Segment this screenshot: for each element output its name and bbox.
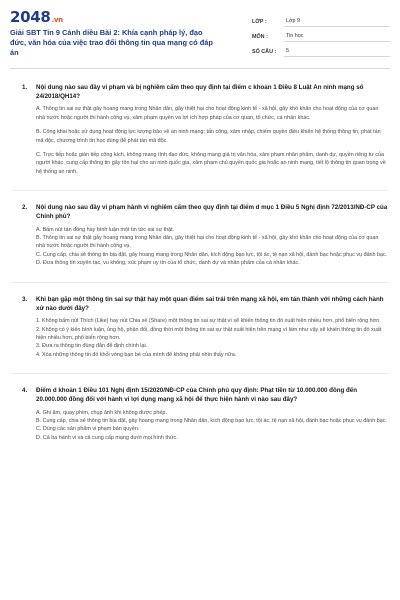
info-row-count (252, 44, 390, 59)
question-number: 3. (22, 295, 28, 303)
question-body (36, 295, 388, 359)
info-value: 5 (284, 46, 390, 57)
question-text: Khi bạn gặp một thông tin sai sự thật hay một quan điểm sai trái trên mạng xã hội, em tán thành với những cách hành xử nào dưới đây? (36, 295, 384, 312)
info-box (252, 14, 390, 59)
answer-option: C. Cung cấp, chia sẻ thông tin bịa đặt, gây hoang mang trong Nhân dân, kích động bạo lực, tội ác, tệ nạn xã hội, đánh bạc hoặc phục vụ đánh bạc. (36, 251, 388, 258)
question-3 (12, 295, 388, 359)
question-body (36, 203, 388, 267)
answer-option: 3. Đưa ra thông tin đúng đắn để định chính lại. (36, 343, 148, 350)
answer-option: B. Công khai hoặc sử dụng hoạt động lực lượng bảo vệ an ninh mạng; tấn công, xâm nhập, chiếm quyền điều khiển hệ thống thông tin, phát tán mã độc, chương trình tin học dùng để phát tán mã độc. (36, 129, 381, 144)
info-value: Tin học (284, 31, 390, 42)
answer-option: D. Cả ba hành vi và cả cung cấp mạng dưới mọi hình thức. (36, 434, 178, 441)
answer-option: C. Dùng các sản phẩm vi phạm bản quyền. (36, 426, 140, 433)
info-row-class (252, 14, 390, 29)
question-text: Điểm d khoản 1 Điều 101 Nghị định 15/2020/NĐ-CP của Chính phủ quy định: Phạt tiền từ 10.000.000 đồng đến 20.000.000 đồng đối với hành vi lợi dụng mạng xã hội để thực hiện hành vi nào sau đây? (36, 387, 358, 404)
question-text: Nội dung nào sau đây vi phạm và bị nghiêm cấm theo quy định tại điểm c khoản 1 Điều 8 Luật An ninh mạng số 24/2018/QH14? (36, 84, 364, 101)
page-title: Giải SBT Tin 9 Cánh diều Bài 2: Khía cạnh pháp lý, đạo đức, văn hóa của việc trao đổi thông tin qua mạng có đáp án (10, 28, 213, 57)
question-list (0, 69, 400, 442)
info-value: Lớp 9 (284, 16, 390, 27)
answer-option: A. Bấm nút tán đồng hay bình luận một tin tức sai sự thật. (36, 226, 175, 233)
info-label: SỐ CÂU : (252, 48, 277, 55)
question-1 (12, 83, 388, 176)
answer-option: A. Ghi âm, quay phim, chụp ảnh khi không được phép. (36, 409, 167, 416)
question-number: 1. (22, 84, 28, 91)
page-header (0, 0, 400, 62)
answer-option: A. Thông tin sai sự thật gây hoang mang trong Nhân dân, gây thiệt hại cho hoạt động kinh tế - xã hội, gây khó khăn cho hoạt động của cơ quan nhà nước hoặc người thi hành công vụ, xâm phạm quyền và lợi ích hợp pháp của cơ quan, tổ chức, cá nhân khác. (36, 106, 379, 121)
question-2 (12, 203, 388, 267)
question-body (36, 386, 388, 442)
question-4 (12, 386, 388, 442)
logo-suffix: .vn (51, 16, 63, 24)
question-body (36, 83, 388, 176)
answer-option: D. Đưa thông tin xuyên tạc, vu khống, xúc phạm uy tín của tổ chức, danh dự và nhân phẩm của cá nhân khác. (36, 260, 300, 267)
question-divider (12, 190, 388, 191)
answer-option: 4. Xóa những thông tin đó khỏi vòng bạn bè của mình để không phải nhìn thấy nữa. (36, 351, 237, 358)
question-number: 2. (22, 204, 28, 212)
answer-option: 1. Không bấm nút Thích (Like) hay nút Chia sẻ (Share) một thông tin sai sự thật vì sẽ khiến thông tin đó xuất hiện nhiều hơn, phổ biến rộng hơn. (36, 318, 381, 325)
logo-text: 2048 (10, 8, 51, 26)
question-text: Nội dung nào sau đây vi phạm hành vi nghiêm cấm theo quy định tại điểm d mục 1 Điều 5 Nghị định 72/2013/NĐ-CP của Chính phủ? (36, 204, 388, 221)
answer-option: B. Cung cấp, chia sẻ thông tin bịa đặt, gây hoang mang trong Nhân dân, kích động bạo lực, tội ác, tệ nạn xã hội, đánh bạc hoặc phục vụ đánh bạc. (36, 417, 387, 424)
answer-option: 2. Không có ý kiến bình luận, ủng hộ, phản đối, đồng thời một thông tin sai sự thật xuất hiện trên mạng vì làm như vậy sẽ khiến thông tin đó xuất hiện nhiều hơn, phổ biến rộng hơn. (36, 326, 382, 341)
info-label: LỚP : (252, 18, 267, 25)
question-divider (12, 282, 388, 283)
question-divider (12, 373, 388, 374)
answer-option: C. Trực tiếp hoặc gián tiếp công kích, không mang tính đạo đức, không mang giá trị văn hóa, xâm phạm nhân phẩm, danh dự, quyền riêng tư của người khác, cung cấp thông tin gây tổn hại cho an ninh quốc gia, xâm phạm chủ quyền quốc gia hoặc an ninh mạng, tiết lộ thông tin quan trọng về hệ thống an ninh. (36, 152, 386, 175)
question-number: 4. (22, 387, 28, 395)
info-label: MÔN : (252, 33, 268, 40)
info-row-subject (252, 29, 390, 44)
answer-option: B. Thông tin sai sự thật gây hoang mang trong Nhân dân, gây thiệt hại cho hoạt động kinh tế - xã hội, gây khó khăn cho hoạt động của cơ quan nhà nước hoặc người thi hành công vụ. (36, 235, 379, 250)
